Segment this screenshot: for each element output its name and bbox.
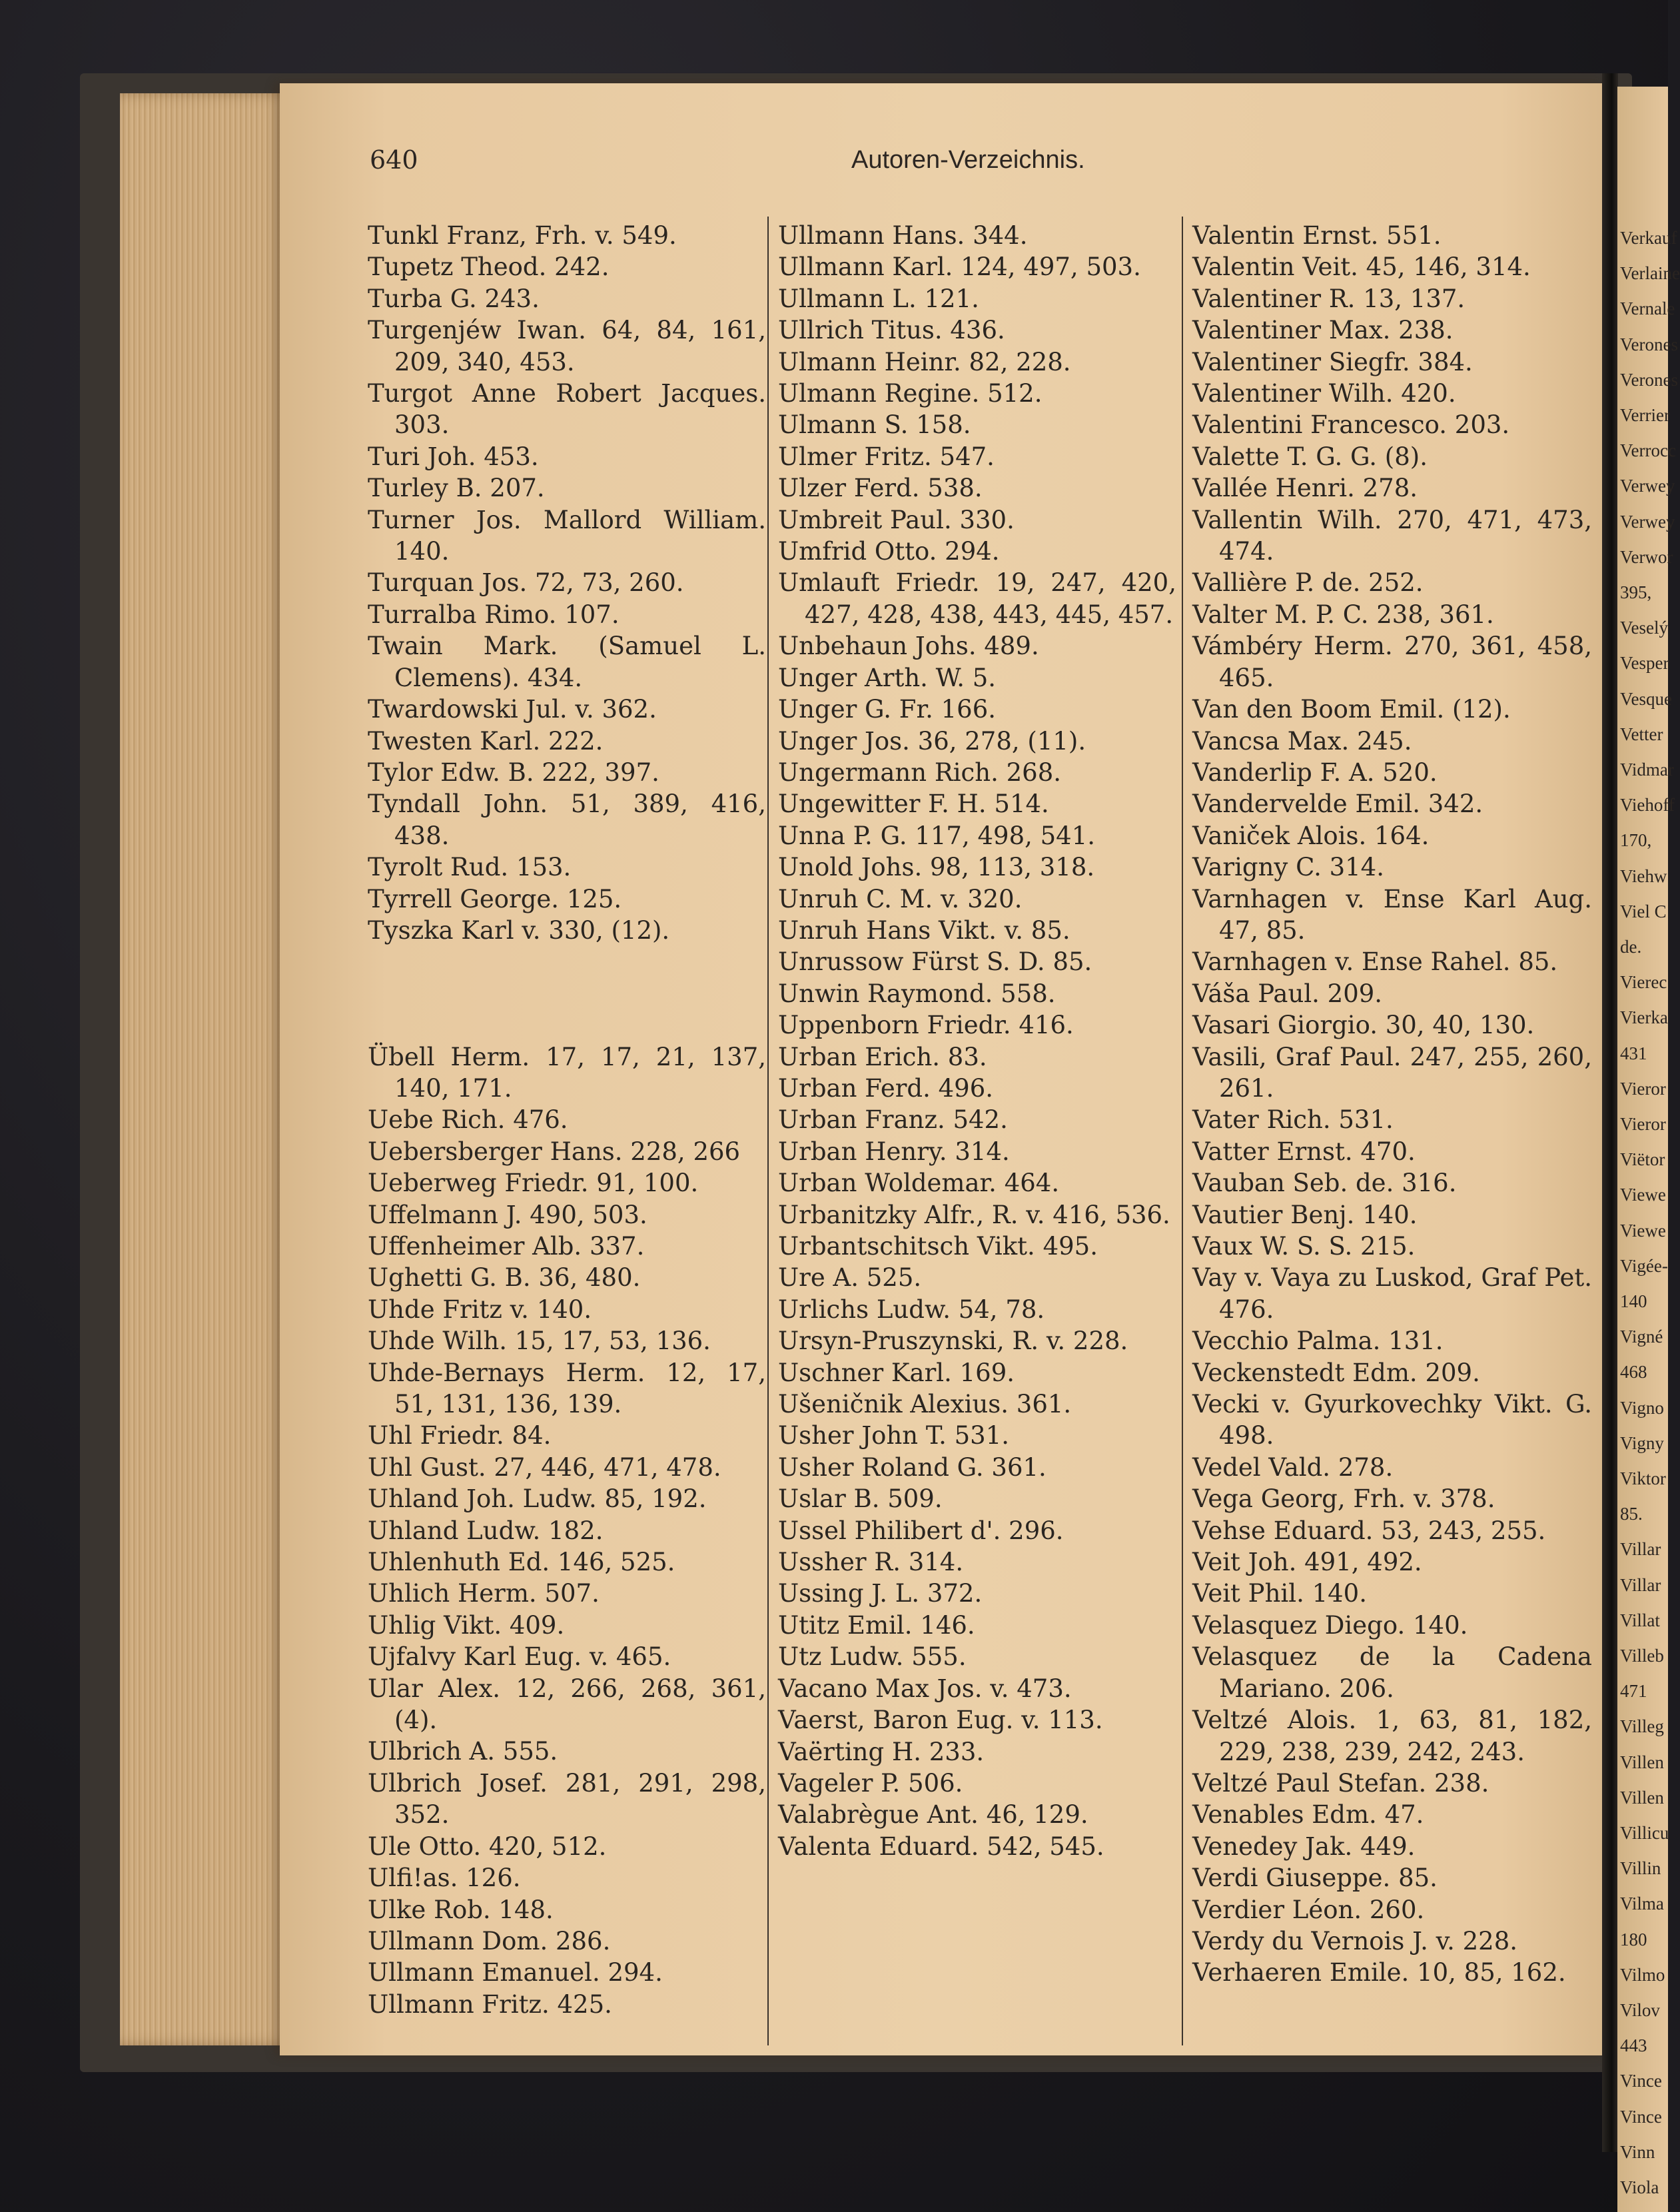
index-entry: Valentiner Max. 238. [1192,316,1454,345]
book-gutter [1602,73,1618,2152]
index-column-2 [778,220,1176,1862]
index-entry: Venedey Jak. 449. [1192,1832,1416,1861]
index-entry: Ule Otto. 420, 512. [368,1832,607,1861]
facing-page-line: Viehoff [1620,795,1675,816]
facing-page-line: Viola [1620,2177,1659,2197]
index-entry: Ušeničnik Alexius. 361. [778,1390,1072,1419]
index-entry: Veckenstedt Edm. 209. [1192,1358,1480,1387]
facing-page-line: Vince [1620,2071,1662,2091]
index-entry: Valentin Ernst. 551. [1192,221,1442,250]
facing-page-line: Vince [1620,2106,1662,2127]
facing-page-line: Vierec [1620,972,1667,993]
index-entry: Tunkl Franz, Frh. v. 549. [368,221,677,250]
column-divider [1182,217,1183,2045]
index-entry: Veit Phil. 140. [1192,1579,1367,1608]
facing-page-line: Villeg [1620,1716,1664,1737]
index-entry: Ullmann Dom. 286. [368,1926,611,1955]
index-entry: Vancsa Max. 245. [1192,726,1412,756]
index-entry: Urbantschitsch Vikt. 495. [778,1232,1098,1261]
index-entry: Ujfalvy Karl Eug. v. 465. [368,1642,671,1672]
index-entry: Ure A. 525. [778,1263,922,1293]
facing-page-line: Verones [1620,369,1678,390]
index-entry: Vega Georg, Frh. v. 378. [1192,1484,1495,1514]
index-entry: Unger G. Fr. 166. [778,695,997,724]
index-entry: Uhde Fritz v. 140. [368,1295,592,1324]
index-entry: Turba G. 243. [368,284,540,313]
index-entry: Uhland Joh. Ludw. 85, 192. [368,1484,707,1514]
index-entry: Vallière P. de. 252. [1192,568,1424,598]
index-entry: Varigny C. 314. [1192,853,1384,882]
index-entry: Turgenjéw Iwan. 64, 84, 161, 209, 340, 453. [368,316,766,376]
facing-page-line: Verwey [1620,476,1675,496]
index-entry: Ulke Rob. 148. [368,1895,554,1924]
index-entry: Uhlich Herm. 507. [368,1579,600,1608]
index-entry: Turi Joh. 453. [368,442,539,471]
index-entry: Vaerst, Baron Eug. v. 113. [778,1706,1103,1735]
index-entry: Tyrrell George. 125. [368,884,622,913]
facing-page-line: Verrier [1620,405,1670,425]
index-entry: Unbehaun Johs. 489. [778,632,1039,661]
facing-page-line: Viktor [1620,1468,1666,1488]
index-entry: Ueberweg Friedr. 91, 100. [368,1169,699,1198]
facing-page-line: Villeb [1620,1646,1664,1666]
index-entry: Unruh Hans Vikt. v. 85. [778,915,1070,945]
facing-page-line: Verlaine [1620,263,1680,284]
index-entry: Ullmann Fritz. 425. [368,1989,612,2019]
index-entry: Verdier Léon. 260. [1192,1895,1425,1924]
facing-page-line: de. [1620,937,1642,957]
index-entry: Valette T. G. G. (8). [1192,442,1428,471]
index-entry: Ursyn-Pruszynski, R. v. 228. [778,1327,1128,1356]
index-entry: Ullmann Emanuel. 294. [368,1958,663,1987]
index-entry: Valenta Eduard. 542, 545. [778,1832,1104,1861]
facing-page-line: 471 [1620,1681,1647,1702]
facing-page-line: Villicu [1620,1823,1669,1843]
facing-page-line: Vetter [1620,724,1663,744]
facing-page-line: Villen [1620,1752,1664,1772]
index-entry: Unrussow Fürst S. D. 85. [778,947,1092,977]
index-entry: Vacano Max Jos. v. 473. [778,1674,1072,1703]
index-entry: Unger Arth. W. 5. [778,663,997,692]
index-entry: Valter M. P. C. 238, 361. [1192,600,1494,629]
index-entry: Ular Alex. 12, 266, 268, 361, (4). [368,1674,766,1735]
facing-page-line: Viëtor [1620,1149,1665,1170]
index-column-1 [368,220,766,2020]
facing-page-line: 85. [1620,1504,1643,1524]
index-entry: Ulmann S. 158. [778,410,971,440]
facing-page-line: Viel C [1620,901,1667,921]
index-entry: Usher John T. 531. [778,1421,1010,1450]
facing-page-line: Villar [1620,1539,1661,1560]
index-entry: Ullmann L. 121. [778,284,979,313]
facing-page-line: Vigée- [1620,1255,1668,1276]
facing-page-line: Vigné [1620,1327,1663,1347]
index-entry: Uhland Ludw. 182. [368,1516,604,1545]
index-entry: Ussher R. 314. [778,1548,964,1577]
index-entry: Vautier Benj. 140. [1192,1200,1418,1229]
index-entry: Ungewitter F. H. 514. [778,790,1049,819]
index-entry: Verhaeren Emile. 10, 85, 162. [1192,1958,1566,1987]
index-entry: Vatter Ernst. 470. [1192,1137,1416,1166]
index-entry: Ussel Philibert d'. 296. [778,1516,1064,1545]
index-entry: Váša Paul. 209. [1192,979,1383,1008]
index-entry: Ughetti G. B. 36, 480. [368,1263,641,1293]
index-entry: Vehse Eduard. 53, 243, 255. [1192,1516,1546,1545]
facing-page-fragment [1617,87,1680,2212]
facing-page-line: Verkauf [1620,228,1677,248]
facing-page-line: Viewe [1620,1220,1666,1241]
index-entry: Twesten Karl. 222. [368,726,604,756]
index-entry: Umfrid Otto. 294. [778,537,1000,566]
index-entry: Ulmann Heinr. 82, 228. [778,347,1071,376]
index-entry: Uhl Gust. 27, 446, 471, 478. [368,1452,721,1482]
index-entry: Tupetz Theod. 242. [368,253,610,282]
index-entry: Urban Erich. 83. [778,1042,987,1071]
facing-page-line: Vidmar [1620,760,1674,780]
index-column-3 [1192,220,1592,1989]
facing-page-line: Villin [1620,1858,1661,1879]
index-entry: Uppenborn Friedr. 416. [778,1011,1074,1040]
index-entry: Tyrolt Rud. 153. [368,853,572,882]
index-entry: Usher Roland G. 361. [778,1452,1047,1482]
index-entry: Uhlenhuth Ed. 146, 525. [368,1548,675,1577]
index-entry: Valentiner Wilh. 420. [1192,379,1456,408]
index-entry: Utitz Emil. 146. [778,1610,975,1640]
index-entry: Unger Jos. 36, 278, (11). [778,726,1086,756]
index-entry: Unruh C. M. v. 320. [778,884,1023,913]
index-entry: Valabrègue Ant. 46, 129. [778,1800,1088,1830]
facing-page-line: 431 [1620,1043,1647,1063]
index-entry: Twain Mark. (Samuel L. Clemens). 434. [368,632,766,692]
facing-page-line: 140 [1620,1291,1647,1311]
index-entry: Ulbrich A. 555. [368,1737,558,1766]
index-entry: Uhlig Vikt. 409. [368,1610,565,1640]
index-entry: Valentin Veit. 45, 146, 314. [1192,253,1531,282]
facing-page-line: Vesque [1620,688,1672,709]
index-entry: Valentini Francesco. 203. [1192,410,1510,440]
index-entry: Uhde Wilh. 15, 17, 53, 136. [368,1327,711,1356]
facing-page-line: Verwor [1620,546,1673,567]
index-entry: Valentiner R. 13, 137. [1192,284,1466,313]
facing-page-line: Vesper [1620,653,1669,674]
index-entry: Urban Henry. 314. [778,1137,1010,1166]
index-entry: Unold Johs. 98, 113, 318. [778,853,1095,882]
index-entry: Velasquez Diego. 140. [1192,1610,1468,1640]
index-entry: Unna P. G. 117, 498, 541. [778,821,1096,850]
index-entry: Vanderlip F. A. 520. [1192,758,1438,787]
facing-page-line: Vigny [1620,1432,1664,1453]
running-title: Autoren-Verzeichnis. [851,146,1085,174]
index-entry: Vauban Seb. de. 316. [1192,1169,1457,1198]
index-entry: Uschner Karl. 169. [778,1358,1015,1387]
index-entry: Urban Woldemar. 464. [778,1169,1060,1198]
index-entry: Vaniček Alois. 164. [1192,821,1430,850]
index-entry: Übell Herm. 17, 17, 21, 137, 140, 171. [368,1042,766,1103]
index-entry: Uffenheimer Alb. 337. [368,1231,645,1261]
index-entry: Veit Joh. 491, 492. [1192,1548,1422,1577]
index-entry: Uebe Rich. 476. [368,1105,568,1135]
facing-page-line: Vinn [1620,2141,1655,2162]
letter-section-gap [368,946,766,1041]
index-entry: Uhde-Bernays Herm. 12, 17, 51, 131, 136, 139. [368,1358,766,1418]
facing-page-line: 468 [1620,1362,1647,1382]
index-entry: Unwin Raymond. 558. [778,979,1056,1008]
index-entry: Uhl Friedr. 84. [368,1421,552,1450]
facing-page-line: Villat [1620,1610,1660,1630]
index-entry: Ussing J. L. 372. [778,1579,983,1608]
index-entry: Ullmann Hans. 344. [778,221,1028,250]
index-entry: Tyndall John. 51, 389, 416, 438. [368,790,766,850]
index-entry: Ulzer Ferd. 538. [778,474,983,503]
index-entry: Vecchio Palma. 131. [1192,1327,1444,1356]
facing-page-line: Villen [1620,1787,1664,1808]
index-entry: Turner Jos. Mallord William. 140. [368,505,766,566]
index-entry: Ungermann Rich. 268. [778,758,1061,787]
facing-page-line: Vieror [1620,1078,1666,1099]
facing-page-line: Verrocc [1620,440,1676,461]
facing-page-line: Verones [1620,334,1678,354]
index-entry: Utz Ludw. 555. [778,1642,967,1672]
index-entry: Vallentin Wilh. 270, 471, 473, 474. [1192,505,1592,566]
facing-page-line: 170, [1620,830,1652,851]
index-entry: Turley B. 207. [368,474,545,503]
index-entry: Turgot Anne Robert Jacques. 303. [368,379,766,440]
index-entry: Venables Edm. 47. [1192,1800,1424,1830]
index-entry: Uebersberger Hans. 228, 266 [368,1137,741,1166]
index-entry: Urban Ferd. 496. [778,1073,994,1103]
facing-page-line: Vierka [1620,1007,1668,1028]
facing-page-line: Verwey [1620,511,1675,532]
page-stack-edge [120,93,293,2045]
index-entry: Tylor Edw. B. 222, 397. [368,758,659,787]
index-entry: Vater Rich. 531. [1192,1105,1394,1135]
index-entry: Veltzé Paul Stefan. 238. [1192,1768,1489,1798]
index-entry: Vallée Henri. 278. [1192,474,1418,503]
facing-page-line: Viehw [1620,865,1667,886]
index-entry: Velasquez de la Cadena Mariano. 206. [1192,1642,1592,1703]
index-entry: Turquan Jos. 72, 73, 260. [368,568,684,598]
index-entry: Uslar B. 509. [778,1484,943,1514]
index-entry: Urbanitzky Alfr., R. v. 416, 536. [778,1200,1170,1229]
facing-page-line: Vieror [1620,1114,1666,1134]
index-entry: Urlichs Ludw. 54, 78. [778,1295,1045,1324]
index-entry: Vedel Vald. 278. [1192,1452,1394,1482]
index-entry: Vámbéry Herm. 270, 361, 458, 465. [1192,632,1592,692]
facing-page-line: Vilmo [1620,1964,1665,1985]
index-entry: Verdy du Vernois J. v. 228. [1192,1926,1518,1955]
facing-page-line: Vigno [1620,1397,1664,1418]
facing-page-line: Villar [1620,1574,1661,1595]
page-number: 640 [370,145,418,175]
index-entry: Umlauft Friedr. 19, 247, 420, 427, 428, 438, 443, 445, 457. [778,568,1176,629]
index-entry: Vaux W. S. S. 215. [1192,1232,1416,1261]
index-entry: Verdi Giuseppe. 85. [1192,1864,1438,1893]
index-entry: Twardowski Jul. v. 362. [368,695,657,724]
facing-page-line: Veselý [1620,618,1668,638]
index-entry: Vaërting H. 233. [778,1737,985,1766]
index-entry: Vay v. Vaya zu Luskod, Graf Pet. 476. [1192,1263,1592,1324]
index-entry: Uffelmann J. 490, 503. [368,1200,647,1229]
index-entry: Umbreit Paul. 330. [778,505,1015,534]
index-entry: Vageler P. 506. [778,1768,963,1798]
index-entry: Turralba Rimo. 107. [368,600,620,629]
index-entry: Varnhagen v. Ense Karl Aug. 47, 85. [1192,884,1592,945]
index-entry: Ulfi!as. 126. [368,1864,521,1893]
index-entry: Urban Franz. 542. [778,1105,1008,1135]
index-entry: Ulbrich Josef. 281, 291, 298, 352. [368,1768,766,1830]
facing-page-line: Vernale [1620,298,1675,319]
index-entry: Valentiner Siegfr. 384. [1192,347,1473,376]
index-entry: Ulmann Regine. 512. [778,379,1043,408]
facing-page-line: 443 [1620,2035,1647,2056]
index-entry: Veltzé Alois. 1, 63, 81, 182, 229, 238, 239, 242, 243. [1192,1706,1592,1766]
index-entry: Vecki v. Gyurkovechky Vikt. G. 498. [1192,1390,1592,1450]
index-entry: Ullrich Titus. 436. [778,316,1005,345]
index-entry: Ulmer Fritz. 547. [778,442,995,471]
index-entry: Vasili, Graf Paul. 247, 255, 260, 261. [1192,1042,1592,1103]
facing-page-line: 395, [1620,582,1652,602]
index-entry: Varnhagen v. Ense Rahel. 85. [1192,947,1558,977]
facing-page-line: Vilov [1620,2000,1660,2020]
facing-page-line: Vilma [1620,1894,1664,1914]
index-entry: Ullmann Karl. 124, 497, 503. [778,253,1141,282]
index-entry: Vandervelde Emil. 342. [1192,790,1483,819]
facing-page-line: Viewe [1620,1185,1666,1205]
index-entry: Van den Boom Emil. (12). [1192,695,1511,724]
index-entry: Tyszka Karl v. 330, (12). [368,915,670,945]
facing-page-line: 180 [1620,1929,1647,1949]
column-divider [767,217,769,2045]
index-entry: Vasari Giorgio. 30, 40, 130. [1192,1011,1535,1040]
